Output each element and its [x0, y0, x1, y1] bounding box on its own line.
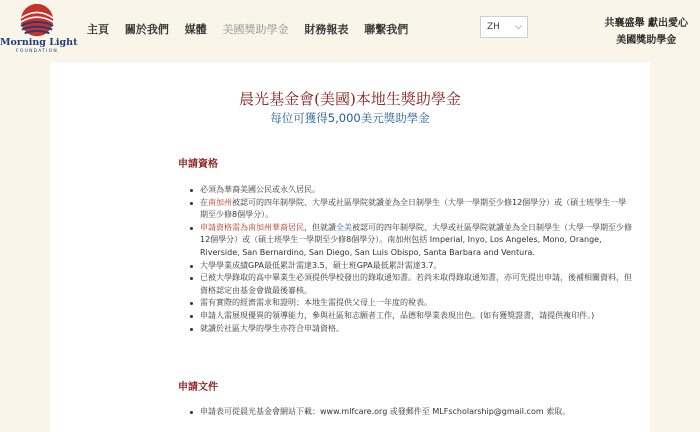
nav-about[interactable]: 關於我們: [124, 23, 169, 36]
eligibility-list: [200, 184, 634, 335]
nav-contact[interactable]: 聯繫我們: [364, 23, 409, 36]
page-title: 晨光基金會(美國)本地生獎助學金: [239, 90, 461, 108]
chevron-down-icon: ⌵: [515, 22, 522, 32]
list-item: 申請資格需為南加州華裔居民，但就讀全美被認可的四年制學院、大學或社區學院就讀並為全日制學生（大學一學期至少修12個學分）或（碩士班學生一學期至少修8個學分）。南加州包括 Imperial, Inyo, Los Angeles, Mono, Orange, Riverside, San Bernardino, San Diego, San Luis Obispo, Santa Barbara and Ventura.: [200, 222, 634, 260]
list-item: 大學學業成績GPA最低累計需達3.5，碩士班GPA最低累計需達3.7。: [200, 260, 634, 273]
logo-name: Morning Light: [0, 37, 78, 48]
language-value: ZH: [487, 22, 500, 32]
eligibility-heading: 申請資格: [178, 159, 218, 170]
nav-home[interactable]: 主頁: [87, 23, 109, 36]
main-content: [50, 62, 650, 432]
site-header: [0, 0, 700, 62]
list-item: 申請表可從晨光基金會網站下載：www.mlfcare.org 或發郵件至 MLFscholarship@gmail.com 索取。: [200, 406, 634, 419]
logo-subtitle: FOUNDATION: [16, 49, 58, 54]
language-select[interactable]: [480, 16, 528, 38]
list-item: 已被大學錄取的高中畢業生必須提供學校發出的錄取通知書。若尚未取得錄取通知書，亦可先提出申請，後補相關資料，但資格認定由基金會做最後審核。: [200, 272, 634, 297]
documents-list: [200, 406, 634, 419]
nav-scholarship[interactable]: 美國獎助學金: [222, 23, 289, 36]
tagline-line2[interactable]: 美國獎助學金: [616, 35, 677, 46]
list-item: 申請人需展現優異的領導能力，參與社區和志願者工作，品德和學業表現出色。(如有獲獎證書，請提供複印件。): [200, 310, 634, 323]
list-item: 在南加州被認可的四年制學院、大學或社區學院就讀並為全日制學生（大學一學期至少修12個學分）或（碩士班學生一學期至少修8個學分）。: [200, 197, 634, 222]
list-item: 需有實際的經濟需求和證明；本地生需提供父母上一年度的稅表。: [200, 297, 634, 310]
main-nav: [87, 21, 420, 37]
list-item: 就讀於社區大學的學生亦符合申請資格。: [200, 323, 634, 336]
nav-media[interactable]: 媒體: [184, 23, 207, 36]
page-subtitle: 每位可獲得5,000美元獎助學金: [270, 111, 430, 125]
nav-financial-reports[interactable]: 財務報表: [304, 23, 349, 36]
sunrise-logo-icon: [6, 2, 68, 40]
documents-heading: 申請文件: [178, 382, 218, 393]
logo[interactable]: [0, 0, 76, 62]
tagline-line1: 共襄盛舉 獻出愛心: [604, 18, 688, 29]
tagline: [605, 15, 688, 49]
list-item: 必須為華裔美國公民或永久居民。: [200, 184, 634, 197]
